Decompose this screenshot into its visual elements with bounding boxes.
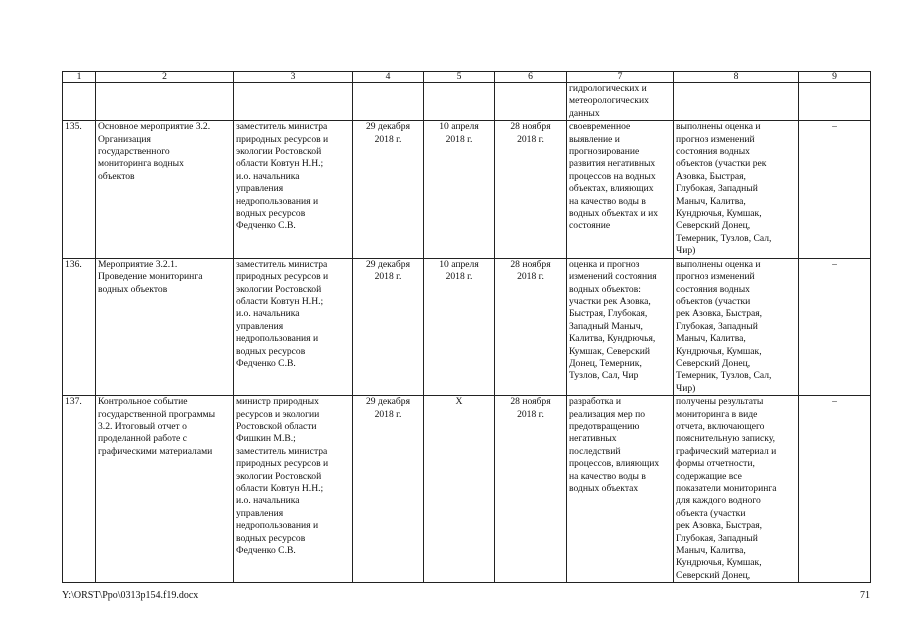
column-number: 2 bbox=[96, 72, 234, 83]
responsible: заместитель министра природных ресурсов и экологии Ростовской области Ковтун Н.Н.; и.о. начальника управления недропользования и водных ресурсов Федченко С.В. bbox=[234, 258, 353, 395]
responsible: министр природных ресурсов и экологии Ростовской области Фишкин М.В.; заместитель министра природных ресурсов и экологии Ростовской области Ковтун Н.Н.; и.о. начальника управления недропользования и водных ресурсов Федченко С.В. bbox=[234, 396, 353, 583]
event-name bbox=[96, 83, 234, 121]
result-fact: получены результаты мониторинга в виде отчета, включающего пояснительную записку, графический материал и формы отчетности, содержащие все показатели мониторинга для каждого водного объекта (участки рек Азовка, Быстрая, Глубокая, Западный Маныч, Калитва, Кундрючья, Кумшак, Северский Донец, bbox=[674, 396, 799, 583]
row-number: 136. bbox=[63, 258, 96, 395]
start-date bbox=[353, 83, 424, 121]
column-number: 1 bbox=[63, 72, 96, 83]
end-date-fact: 28 ноября 2018 г. bbox=[495, 121, 567, 258]
column-number: 9 bbox=[799, 72, 871, 83]
notes: – bbox=[799, 396, 871, 583]
column-number: 7 bbox=[567, 72, 674, 83]
end-date-plan: 10 апреля 2018 г. bbox=[424, 258, 495, 395]
column-number: 5 bbox=[424, 72, 495, 83]
table-row bbox=[63, 83, 871, 121]
start-date: 29 декабря 2018 г. bbox=[353, 121, 424, 258]
responsible bbox=[234, 83, 353, 121]
event-name: Контрольное событие государственной программы 3.2. Итоговый отчет о проделанной работе с графическими материалами bbox=[96, 396, 234, 583]
result-plan: своевременное выявление и прогнозирование развития негативных процессов на водных объектах, влияющих на качество воды в водных объектах и их состояние bbox=[567, 121, 674, 258]
column-number-row bbox=[63, 72, 871, 83]
event-name: Мероприятие 3.2.1. Проведение мониторинга водных объектов bbox=[96, 258, 234, 395]
table-row bbox=[63, 258, 871, 395]
end-date-fact: 28 ноября 2018 г. bbox=[495, 396, 567, 583]
result-fact bbox=[674, 83, 799, 121]
file-path: Y:\ORST\Ppo\0313p154.f19.docx bbox=[62, 590, 199, 601]
result-plan: оценка и прогноз изменений состояния водных объектов: участки рек Азовка, Быстрая, Глубокая, Западный Маныч, Калитва, Кундрючья, Кумшак, Северский Донец, Темерник, Тузлов, Сал, Чир bbox=[567, 258, 674, 395]
end-date-fact: 28 ноября 2018 г. bbox=[495, 258, 567, 395]
table-row bbox=[63, 121, 871, 258]
column-number: 8 bbox=[674, 72, 799, 83]
column-number: 4 bbox=[353, 72, 424, 83]
start-date: 29 декабря 2018 г. bbox=[353, 396, 424, 583]
column-number: 6 bbox=[495, 72, 567, 83]
notes: – bbox=[799, 258, 871, 395]
notes: – bbox=[799, 121, 871, 258]
event-name: Основное мероприятие 3.2. Организация государственного мониторинга водных объектов bbox=[96, 121, 234, 258]
document-table bbox=[62, 71, 871, 583]
notes bbox=[799, 83, 871, 121]
end-date-plan: 10 апреля 2018 г. bbox=[424, 121, 495, 258]
row-number bbox=[63, 83, 96, 121]
end-date-plan: Х bbox=[424, 396, 495, 583]
end-date-plan bbox=[424, 83, 495, 121]
result-plan: гидрологических и метеорологических данных bbox=[567, 83, 674, 121]
result-plan: разработка и реализация мер по предотвращению негативных последствий процессов, влияющих на качество воды в водных объектах bbox=[567, 396, 674, 583]
page-number: 71 bbox=[860, 590, 870, 601]
table-row bbox=[63, 396, 871, 583]
row-number: 137. bbox=[63, 396, 96, 583]
row-number: 135. bbox=[63, 121, 96, 258]
end-date-fact bbox=[495, 83, 567, 121]
responsible: заместитель министра природных ресурсов и экологии Ростовской области Ковтун Н.Н.; и.о. начальника управления недропользования и водных ресурсов Федченко С.В. bbox=[234, 121, 353, 258]
result-fact: выполнены оценка и прогноз изменений состояния водных объектов (участки рек Азовка, Быстрая, Глубокая, Западный Маныч, Калитва, Кундрючья, Кумшак, Северский Донец, Темерник, Тузлов, Сал, Чир) bbox=[674, 258, 799, 395]
start-date: 29 декабря 2018 г. bbox=[353, 258, 424, 395]
column-number: 3 bbox=[234, 72, 353, 83]
result-fact: выполнены оценка и прогноз изменений состояния водных объектов (участки рек Азовка, Быстрая, Глубокая, Западный Маныч, Калитва, Кундрючья, Кумшак, Северский Донец, Темерник, Тузлов, Сал, Чир) bbox=[674, 121, 799, 258]
